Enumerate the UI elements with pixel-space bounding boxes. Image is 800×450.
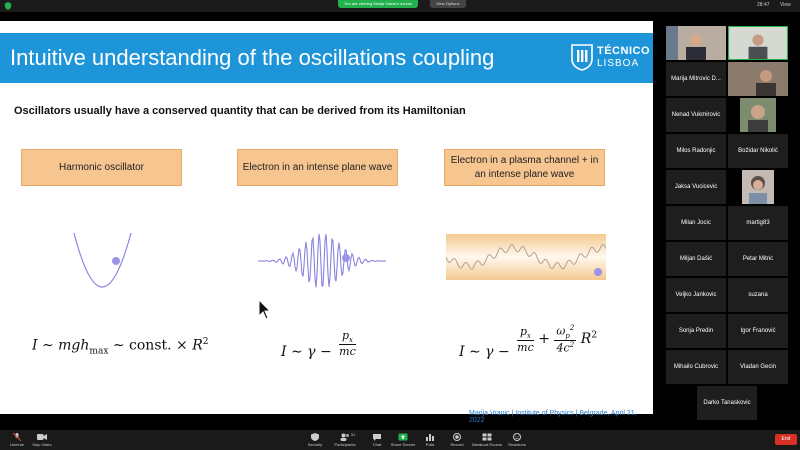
share-banner: You are viewing Marija Vranic's screen [338, 0, 418, 8]
participant-person-icon [728, 62, 788, 96]
participant-tile[interactable]: Vladan Gecin [728, 350, 788, 384]
shield-icon[interactable] [4, 2, 12, 10]
participant-video-5[interactable] [742, 170, 774, 204]
participant-video-1[interactable] [666, 26, 726, 60]
plasma-channel-figure [446, 234, 606, 280]
logo-line1: TÉCNICO [597, 45, 650, 57]
participant-tile[interactable]: Petar Mitric [728, 242, 788, 276]
slide [0, 21, 653, 424]
logo-line2: LISBOA [597, 58, 640, 69]
security-shield-icon [310, 433, 320, 441]
chat-label: Chat [372, 442, 382, 447]
participant-person-icon [740, 98, 776, 132]
view-options-button[interactable]: View Options [430, 0, 466, 8]
participant-person-icon [666, 26, 726, 60]
participant-video-2[interactable] [728, 26, 788, 60]
plane-wave-box: Electron in an intense plane wave [237, 149, 398, 186]
participant-tile[interactable]: Miljan Dašić [666, 242, 726, 276]
parabola-figure [70, 231, 135, 291]
participant-tile[interactable]: Marija Mitrovic D... [666, 62, 726, 96]
security-button[interactable] [298, 433, 332, 447]
participants-panel [653, 13, 800, 430]
slide-footer: Marija Vranic | Institute of Physics | Belgrade, April 21, 2022 [469, 410, 637, 424]
record-button[interactable] [440, 433, 474, 447]
tecnico-logo-icon [570, 43, 594, 71]
microphone-muted-icon [12, 433, 22, 441]
harmonic-equation: I ∼ mgh$_{max}$ ∼ const. × $R^2$ [32, 337, 209, 357]
participant-person-icon [729, 27, 787, 59]
stop-video-button[interactable] [25, 433, 59, 447]
participant-tile[interactable]: Božidar Nikolić [728, 134, 788, 168]
participant-tile[interactable]: Milos Radonjic [666, 134, 726, 168]
plane-wave-equation: I ∼ γ − $\frac{p_x}{mc}$ [281, 329, 356, 360]
share-screen-icon [398, 433, 408, 441]
slide-title: Intuitive understanding of the oscillations coupling [10, 45, 495, 70]
polls-icon [425, 433, 435, 441]
participant-tile[interactable]: suzana [728, 278, 788, 312]
reactions-button[interactable] [500, 433, 534, 447]
security-label: Security [307, 442, 323, 447]
breakout-rooms-button[interactable] [470, 433, 504, 447]
reactions-label: Reactions [508, 442, 526, 447]
participant-video-4[interactable] [740, 98, 776, 132]
stop-video-label: Stop Video [32, 442, 52, 447]
tecnico-logo [570, 41, 650, 75]
top-bar [0, 0, 800, 12]
participant-person-icon [742, 170, 774, 204]
participants-count: 31 [350, 432, 356, 437]
harmonic-oscillator-box: Harmonic oscillator [21, 149, 182, 186]
participants-label: Participants [334, 442, 356, 447]
video-camera-icon [37, 433, 47, 441]
reactions-smiley-icon [512, 433, 522, 441]
participant-tile[interactable]: Milan Jocic [666, 206, 726, 240]
participant-tile[interactable]: Jaksa Vucicevic [666, 170, 726, 204]
view-button[interactable]: View [780, 2, 791, 8]
slide-subtitle: Oscillators usually have a conserved quantity that can be derived from its Hamiltonian [14, 105, 466, 117]
plasma-equation: I ∼ γ − $\frac{p_x}{mc}$ + $\frac{\omega_p^2}{4c^2}$ $R^2$ [459, 324, 598, 361]
unmute-label: Unmute [9, 442, 24, 447]
record-label: Record [450, 442, 464, 447]
meeting-clock: 28:47 [757, 2, 770, 8]
breakout-rooms-label: Breakout Rooms [472, 442, 502, 447]
participant-tile[interactable]: Nenad Vukmirovic [666, 98, 726, 132]
participant-tile[interactable]: martig83 [728, 206, 788, 240]
chat-bubble-icon [372, 433, 382, 441]
participant-tile[interactable]: Mihailo Cubrovic [666, 350, 726, 384]
participant-video-3[interactable] [728, 62, 788, 96]
polls-label: Polls [425, 442, 435, 447]
participant-tile[interactable]: Igor Franović [728, 314, 788, 348]
shared-screen [0, 13, 653, 424]
slide-title-bar [0, 33, 653, 83]
participant-tile[interactable]: Sonja Predin [666, 314, 726, 348]
participant-tile[interactable]: Veljko Jankovic [666, 278, 726, 312]
wave-packet-figure [258, 229, 386, 293]
meeting-toolbar [0, 430, 800, 450]
plasma-channel-box: Electron in a plasma channel + in an intense plane wave [444, 149, 605, 186]
breakout-rooms-icon [482, 433, 492, 441]
share-screen-label: Share Screen [390, 442, 416, 447]
end-meeting-button[interactable]: End [775, 434, 797, 445]
record-icon [452, 433, 462, 441]
participant-tile[interactable]: Darko Tanaskovic [697, 386, 757, 420]
mouse-cursor-icon [258, 299, 272, 321]
